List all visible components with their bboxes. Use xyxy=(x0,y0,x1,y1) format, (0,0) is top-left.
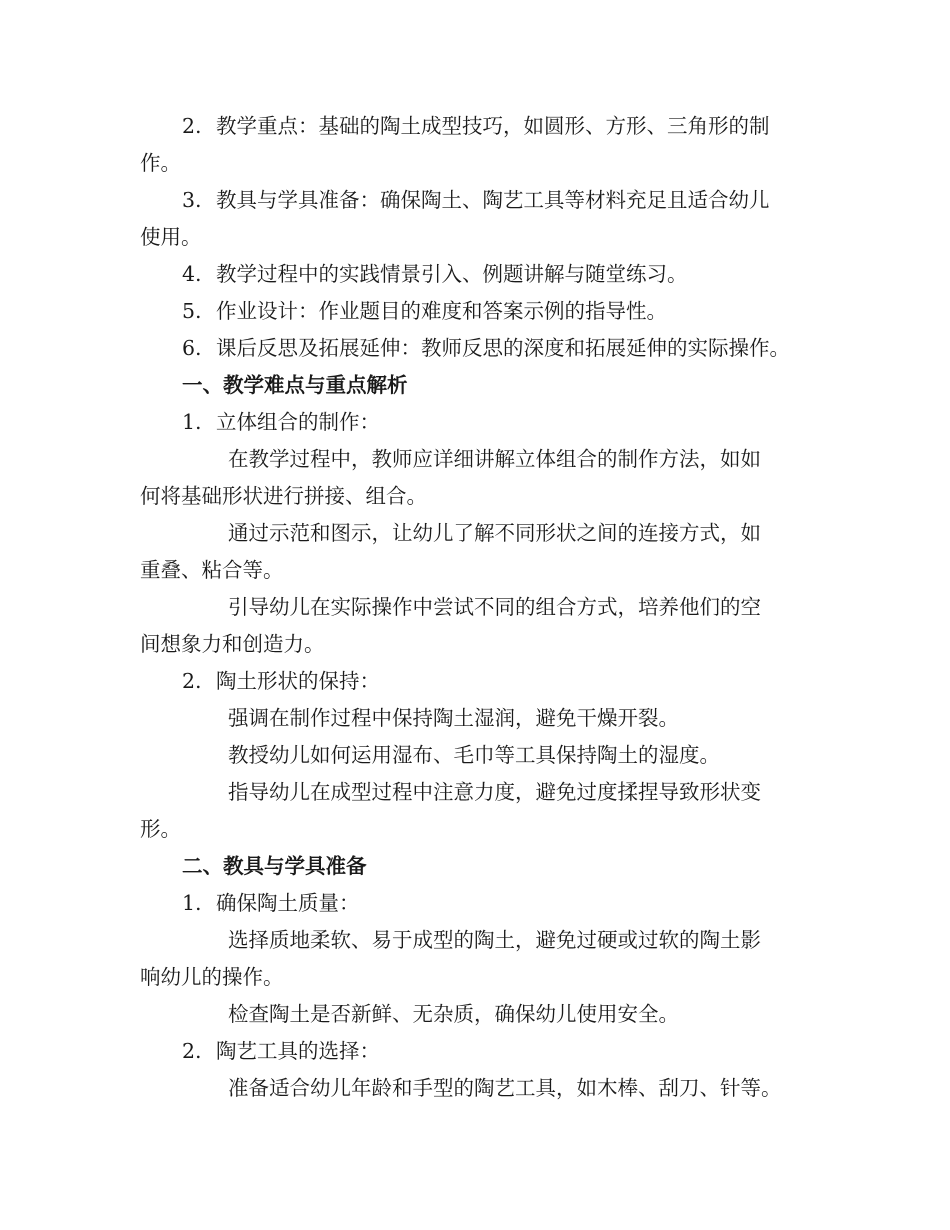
subsection-title-text: 陶艺工具的选择： xyxy=(216,1039,380,1063)
subsection-title xyxy=(140,1033,812,1070)
list-text: 课后反思及拓展延伸：教师反思的深度和拓展延伸的实际操作。 xyxy=(216,336,790,360)
list-text: 教学重点：基础的陶土成型技巧，如圆形、方形、三角形的制 xyxy=(216,114,770,138)
paragraph-line: 准备适合幼儿年龄和手型的陶艺工具，如木棒、刮刀、针等。 xyxy=(228,1076,782,1100)
list-number: 6. xyxy=(182,336,202,360)
paragraph-line: 在教学过程中，教师应详细讲解立体组合的制作方法，如如 xyxy=(228,447,761,471)
paragraph-line: 响幼儿的操作。 xyxy=(140,965,284,989)
paragraph-line: 通过示范和图示，让幼儿了解不同形状之间的连接方式，如 xyxy=(228,521,761,545)
document-page xyxy=(140,108,812,1107)
list-number: 2. xyxy=(182,669,202,693)
list-number: 1. xyxy=(182,410,202,434)
subsection-title-text: 陶土形状的保持： xyxy=(216,669,380,693)
paragraph-line: 教授幼儿如何运用湿布、毛巾等工具保持陶土的湿度。 xyxy=(228,743,720,767)
list-number: 4. xyxy=(182,262,202,286)
section-heading: 一、教学难点与重点解析 xyxy=(182,373,408,397)
paragraph-line: 引导幼儿在实际操作中尝试不同的组合方式，培养他们的空 xyxy=(228,595,761,619)
subsection-title-text: 确保陶土质量： xyxy=(216,891,360,915)
list-number: 2. xyxy=(182,1039,202,1063)
list-item-continuation: 作。 xyxy=(140,151,181,175)
subsection-title xyxy=(140,663,812,700)
list-item xyxy=(140,108,812,145)
paragraph-line: 形。 xyxy=(140,817,181,841)
list-number: 1. xyxy=(182,891,202,915)
list-number: 2. xyxy=(182,114,202,138)
subsection-title xyxy=(140,404,812,441)
paragraph-line: 重叠、粘合等。 xyxy=(140,558,284,582)
paragraph-line: 强调在制作过程中保持陶土湿润，避免干燥开裂。 xyxy=(228,706,679,730)
list-item xyxy=(140,182,812,219)
list-text: 作业设计：作业题目的难度和答案示例的指导性。 xyxy=(216,299,667,323)
list-text: 教学过程中的实践情景引入、例题讲解与随堂练习。 xyxy=(216,262,688,286)
list-text: 教具与学具准备：确保陶土、陶艺工具等材料充足且适合幼儿 xyxy=(216,188,770,212)
paragraph-line: 指导幼儿在成型过程中注意力度，避免过度揉捏导致形状变 xyxy=(228,780,761,804)
subsection-title xyxy=(140,885,812,922)
paragraph-line: 选择质地柔软、易于成型的陶土，避免过硬或过软的陶土影 xyxy=(228,928,761,952)
list-number: 3. xyxy=(182,188,202,212)
list-number: 5. xyxy=(182,299,202,323)
paragraph-line: 检查陶土是否新鲜、无杂质，确保幼儿使用安全。 xyxy=(228,1002,679,1026)
paragraph-line: 间想象力和创造力。 xyxy=(140,632,325,656)
paragraph-line: 何将基础形状进行拼接、组合。 xyxy=(140,484,427,508)
list-item xyxy=(140,330,812,367)
list-item xyxy=(140,293,812,330)
subsection-title-text: 立体组合的制作： xyxy=(216,410,380,434)
list-item xyxy=(140,256,812,293)
list-item-continuation: 使用。 xyxy=(140,225,202,249)
section-heading: 二、教具与学具准备 xyxy=(182,854,367,878)
